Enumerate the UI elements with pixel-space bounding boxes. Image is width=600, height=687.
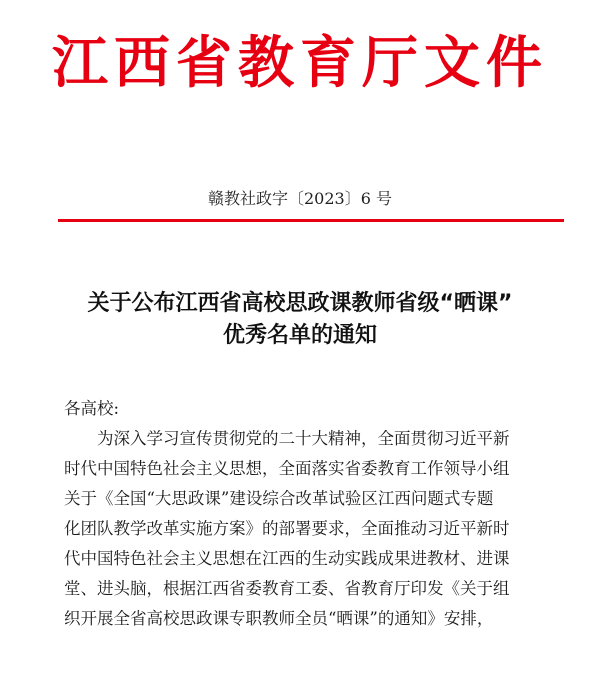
document-body [64, 424, 576, 634]
body-line: 堂、进头脑，根据江西省委教育工委、省教育厅印发《关于组 [64, 579, 510, 598]
red-separator-line [58, 219, 564, 222]
body-line: 代中国特色社会主义思想在江西的生动实践成果进教材、进课 [64, 549, 510, 568]
document-masthead: 江西省教育厅文件 [52, 30, 548, 96]
body-line: 关于《全国“大思政课”建设综合改革试验区江西问题式专题 [64, 489, 494, 508]
body-line: 织开展全省高校思政课专职教师全员“晒课”的通知》安排， [64, 609, 494, 628]
body-line: 化团队教学改革实施方案》的部署要求，全面推动习近平新时 [64, 519, 510, 538]
document-title [0, 288, 600, 352]
title-line: 优秀名单的通知 [222, 323, 377, 348]
salutation: 各高校: [64, 399, 120, 418]
document-number: 赣教社政字〔2023〕6 号 [208, 189, 392, 208]
body-line: 为深入学习宣传贯彻党的二十大精神，全面贯彻习近平新 [97, 429, 510, 448]
title-line: 关于公布江西省高校思政课教师省级“晒课” [87, 291, 513, 316]
body-line: 时代中国特色社会主义思想，全面落实省委教育工作领导小组 [64, 459, 510, 478]
